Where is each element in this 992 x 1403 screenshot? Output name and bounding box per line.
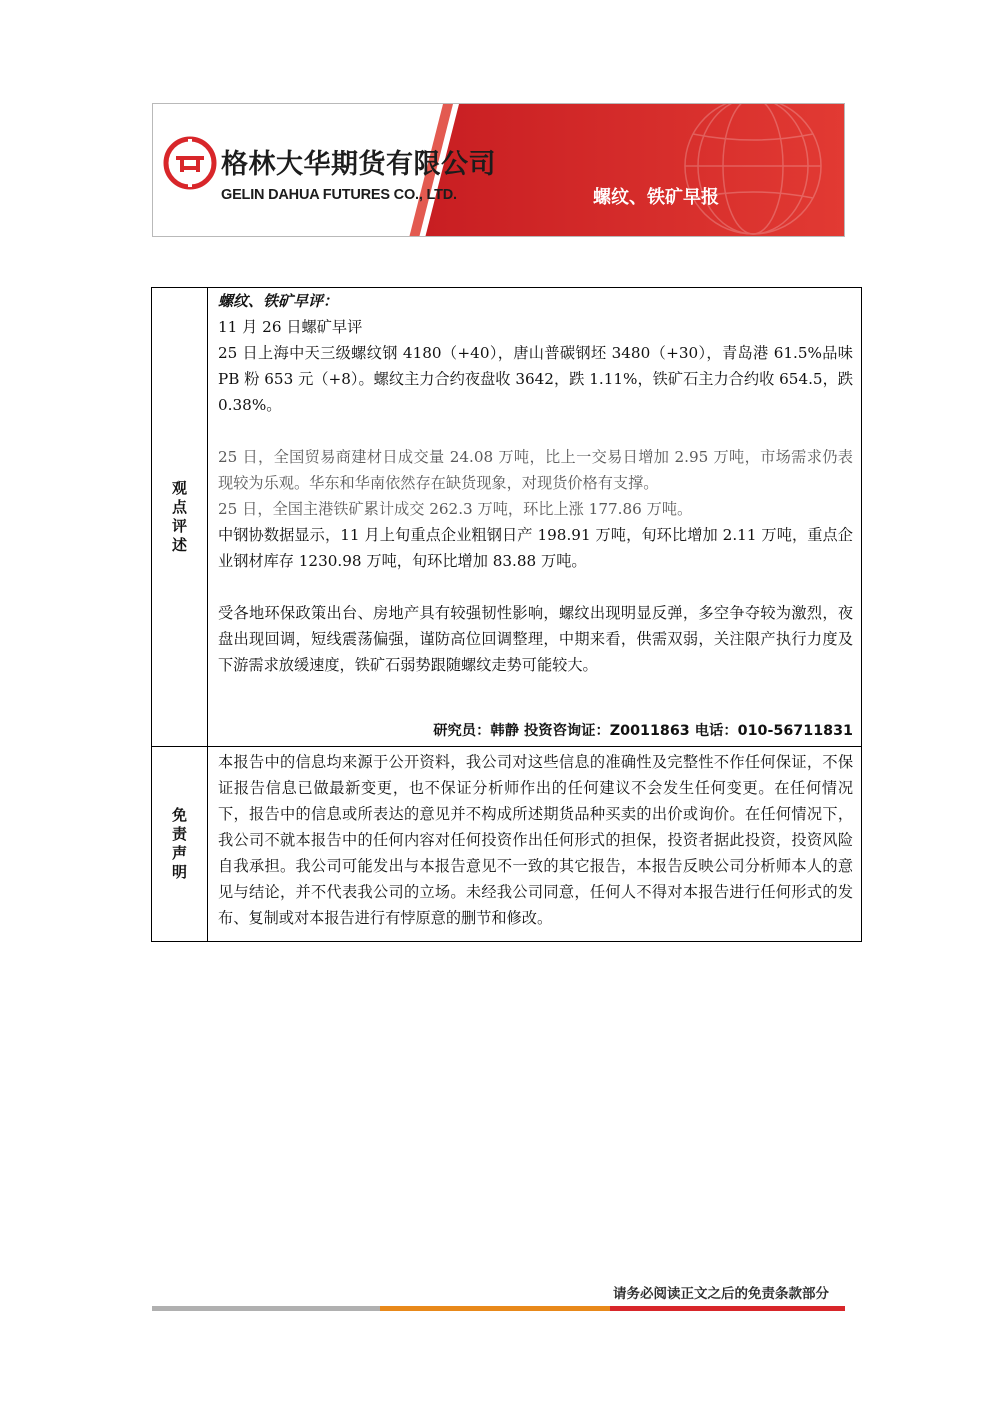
trade-volume-paragraph: 25 日，全国贸易商建材日成交量 24.08 万吨，比上一交易日增加 2.95 万吨，市场需求仍表现较为乐观。华东和华南依然存在缺货现象，对现货价格有支撑。 xyxy=(218,448,853,492)
iron-ore-trade-paragraph: 25 日，全国主港铁矿累计成交 262.3 万吨，环比上涨 177.86 万吨。 xyxy=(218,500,693,518)
footer-bar-orange xyxy=(380,1306,610,1311)
company-name-en: GELIN DAHUA FUTURES CO., LTD. xyxy=(221,187,457,203)
footer-bar-gray xyxy=(152,1306,380,1311)
footer-bar-red xyxy=(610,1306,845,1311)
view-section-row xyxy=(152,288,862,747)
section-title: 螺纹、铁矿早评： xyxy=(218,292,339,310)
disclaimer-label: 免责声明 xyxy=(171,806,187,881)
view-section-label: 观点评述 xyxy=(171,479,187,554)
company-name-cn: 格林大华期货有限公司 xyxy=(221,149,496,180)
view-section-content xyxy=(208,288,862,747)
disclaimer-text: 本报告中的信息均来源于公开资料，我公司对这些信息的准确性及完整性不作任何保证，不保证报告信息已做最新变更，也不保证分析师作出的任何建议不会发生任何变更。在任何情况下，报告中的信息或所表达的意见并不构成所述期货品种买卖的出价或询价。在任何情况下，我公司不就本报告中的任何内容对任何投资作出任何形式的担保，投资者据此投资，投资风险自我承担。我公司可能发出与本报告意见不一致的其它报告，本报告反映公司分析师本人的意见与结论，并不代表我公司的立场。未经我公司同意，任何人不得对本报告进行任何形式的发布、复制或对本报告进行有悖原意的删节和修改。 xyxy=(218,753,853,927)
researcher-info: 研究员：韩静 投资咨询证：Z0011863 电话：010-56711831 xyxy=(433,723,853,739)
steel-association-paragraph: 中钢协数据显示，11 月上旬重点企业粗钢日产 198.91 万吨，旬环比增加 2.11 万吨，重点企业钢材库存 1230.98 万吨，旬环比增加 83.88 万吨。 xyxy=(218,526,853,570)
report-table xyxy=(151,287,862,942)
outlook-paragraph: 受各地环保政策出台、房地产具有较强韧性影响，螺纹出现明显反弹，多空争夺较为激烈，夜盘出现回调，短线震荡偏强，谨防高位回调整理，中期来看，供需双弱，关注限产执行力度及下游需求放缓速度，铁矿石弱势跟随螺纹走势可能较大。 xyxy=(218,604,853,674)
header-banner xyxy=(152,103,845,237)
disclaimer-content xyxy=(208,747,862,942)
price-paragraph: 25 日上海中天三级螺纹钢 4180（+40），唐山普碳钢坯 3480（+30），青岛港 61.5%品味 PB 粉 653 元（+8）。螺纹主力合约夜盘收 3642，跌 1.11%，铁矿石主力合约收 654.5，跌 0.38%。 xyxy=(218,344,853,414)
date-line: 11 月 26 日螺矿早评 xyxy=(218,318,363,336)
view-section-label-cell xyxy=(152,288,208,747)
disclaimer-label-cell xyxy=(152,747,208,942)
gelin-dahua-logo-icon xyxy=(163,136,217,190)
footer-notice: 请务必阅读正文之后的免责条款部分 xyxy=(613,1286,829,1302)
disclaimer-section-row xyxy=(152,747,862,942)
report-title: 螺纹、铁矿早报 xyxy=(593,187,719,208)
footer-color-bar xyxy=(152,1306,845,1311)
